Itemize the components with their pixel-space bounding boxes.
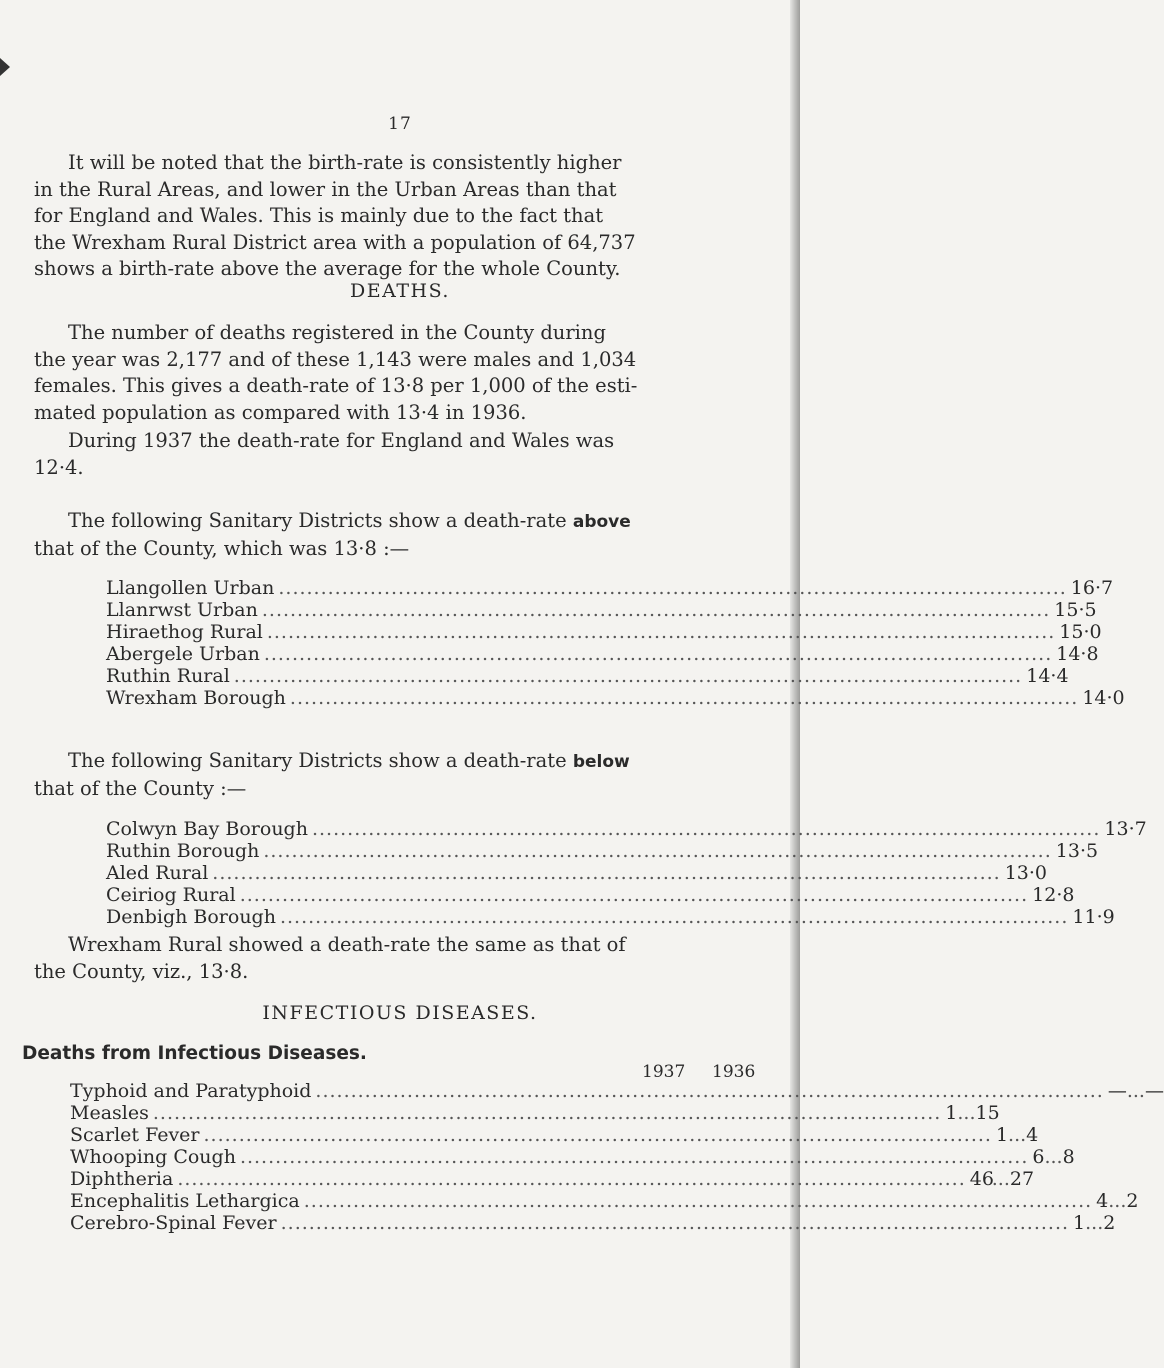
dot-leader: ................................................................................................................ xyxy=(233,665,1023,687)
separator-dots: ... xyxy=(1126,1080,1145,1102)
dot-leader: ................................................................................................................ xyxy=(239,1146,1029,1168)
birth-rate-paragraph xyxy=(34,150,754,283)
district-name: Aled Rural xyxy=(106,862,209,884)
death-rate-value: 16·7 xyxy=(1070,577,1114,599)
deaths-1937: 1 xyxy=(1073,1212,1086,1234)
deaths-1936: 8 xyxy=(1062,1146,1075,1168)
disease-name: Cerebro-Spinal Fever xyxy=(70,1212,277,1234)
para-line: The following Sanitary Districts show a death-rate xyxy=(68,749,567,772)
table-row xyxy=(70,1124,1039,1146)
para-line: in the Rural Areas, and lower in the Urban Areas than that xyxy=(34,177,617,201)
para-line: The following Sanitary Districts show a death-rate xyxy=(68,509,567,532)
para-line: mated population as compared with 13·4 in 1936. xyxy=(34,400,527,424)
disease-name: Typhoid and Paratyphoid xyxy=(70,1080,312,1102)
para-line: Wrexham Rural showed a death-rate the same as that of xyxy=(68,933,626,956)
district-name: Hiraethog Rural xyxy=(106,621,263,643)
para-line: It will be noted that the birth-rate is consistently higher xyxy=(68,151,622,174)
death-rate-value: 14·4 xyxy=(1026,665,1069,687)
list-item xyxy=(106,906,1115,928)
below-district-list xyxy=(106,818,1147,928)
list-item xyxy=(106,818,1147,840)
district-name: Ruthin Rural xyxy=(106,665,230,687)
deaths-paragraph xyxy=(34,320,754,426)
dot-leader: ................................................................................................................ xyxy=(263,840,1052,862)
death-rate-value: 13·0 xyxy=(1004,862,1048,884)
separator-dots: ... xyxy=(957,1102,976,1124)
death-rate-value: 15·5 xyxy=(1054,599,1097,621)
deaths-1937: 4 xyxy=(1096,1190,1109,1212)
district-name: Llanrwst Urban xyxy=(106,599,258,621)
infectious-diseases-heading: INFECTIOUS DISEASES. xyxy=(262,1002,538,1024)
para-line: for England and Wales. This is mainly due to the fact that xyxy=(34,204,604,227)
deaths-1937: 46 xyxy=(969,1168,994,1190)
death-rate-value: 14·8 xyxy=(1056,643,1099,665)
disease-name: Encephalitis Lethargica xyxy=(70,1190,300,1212)
dot-leader: ................................................................................................................ xyxy=(239,884,1029,906)
page-corner-mark xyxy=(0,58,10,76)
separator-dots: ... xyxy=(1044,1146,1063,1168)
district-name: Llangollen Urban xyxy=(106,577,275,599)
death-rate-value: 11·9 xyxy=(1072,906,1115,928)
page-number: 17 xyxy=(388,114,412,134)
district-name: Ruthin Borough xyxy=(106,840,260,862)
para-line: the Wrexham Rural District area with a population of 64,737 xyxy=(34,230,636,254)
district-name: Abergele Urban xyxy=(106,643,260,665)
above-keyword: above xyxy=(572,512,631,532)
deaths-1936: — xyxy=(1144,1080,1164,1102)
table-row xyxy=(70,1146,1075,1168)
para-line: shows a birth-rate above the average for the whole County. xyxy=(34,257,621,280)
para-line: the year was 2,177 and of these 1,143 were males and 1,034 xyxy=(34,347,637,371)
para-line: that of the County :— xyxy=(34,776,247,800)
dot-leader: ................................................................................................................ xyxy=(303,1190,1093,1212)
deaths-heading: DEATHS. xyxy=(350,280,450,302)
england-rate-paragraph xyxy=(34,428,754,481)
dot-leader: ................................................................................................................ xyxy=(152,1102,942,1124)
dot-leader: ................................................................................................................ xyxy=(280,1212,1070,1234)
table-row xyxy=(70,1168,1035,1190)
list-item xyxy=(106,687,1125,709)
death-rate-value: 13·5 xyxy=(1055,840,1099,862)
disease-name: Scarlet Fever xyxy=(70,1124,200,1146)
list-item xyxy=(106,621,1102,643)
district-name: Ceiriog Rural xyxy=(106,884,236,906)
death-rate-value: 15·0 xyxy=(1059,621,1102,643)
dot-leader: ................................................................................................................ xyxy=(311,818,1101,840)
dot-leader: ................................................................................................................ xyxy=(177,1168,966,1190)
deaths-1937: 1 xyxy=(945,1102,958,1124)
deaths-1937: — xyxy=(1107,1080,1127,1102)
district-name: Colwyn Bay Borough xyxy=(106,818,308,840)
infectious-deaths-table xyxy=(70,1080,1164,1234)
para-line: that of the County, which was 13·8 :— xyxy=(34,536,410,560)
deaths-1937: 6 xyxy=(1032,1146,1045,1168)
list-item xyxy=(106,643,1099,665)
deaths-1937: 1 xyxy=(995,1124,1009,1146)
wrexham-rural-paragraph xyxy=(34,932,754,985)
list-item xyxy=(106,862,1048,884)
below-keyword: below xyxy=(572,752,630,772)
dot-leader: ................................................................................................................ xyxy=(279,906,1069,928)
death-rate-value: 13·7 xyxy=(1104,818,1147,840)
para-line: During 1937 the death-rate for England and Wales was xyxy=(68,429,615,452)
column-header-1937: 1937 xyxy=(642,1062,686,1082)
list-item xyxy=(106,665,1069,687)
table-row xyxy=(70,1190,1139,1212)
para-line: The number of deaths registered in the County during xyxy=(68,321,606,344)
dot-leader: ................................................................................................................ xyxy=(212,862,1001,884)
disease-name: Measles xyxy=(70,1102,149,1124)
deaths-1936: 15 xyxy=(975,1102,1000,1124)
dot-leader: ................................................................................................................ xyxy=(289,687,1079,709)
para-line: the County, viz., 13·8. xyxy=(34,959,249,983)
list-item xyxy=(106,840,1099,862)
table-row xyxy=(70,1080,1164,1102)
dot-leader: ................................................................................................................ xyxy=(203,1124,992,1146)
para-line: 12·4. xyxy=(34,455,84,479)
dot-leader: ................................................................................................................ xyxy=(278,577,1067,599)
dot-leader: ................................................................................................................ xyxy=(266,621,1056,643)
disease-name: Diphtheria xyxy=(70,1168,174,1190)
separator-dots: ... xyxy=(991,1168,1010,1190)
separator-dots: ... xyxy=(1085,1212,1104,1234)
separator-dots: ... xyxy=(1108,1190,1127,1212)
above-intro-paragraph xyxy=(34,508,774,562)
district-name: Wrexham Borough xyxy=(106,687,286,709)
list-item xyxy=(106,577,1114,599)
dot-leader: ................................................................................................................ xyxy=(263,643,1053,665)
district-name: Denbigh Borough xyxy=(106,906,276,928)
separator-dots: ... xyxy=(1008,1124,1027,1146)
table-row xyxy=(70,1212,1116,1234)
infectious-deaths-subheading: Deaths from Infectious Diseases. xyxy=(22,1043,367,1064)
table-row xyxy=(70,1102,1000,1124)
below-intro-paragraph xyxy=(34,748,774,802)
death-rate-value: 12·8 xyxy=(1032,884,1075,906)
dot-leader: ................................................................................................................ xyxy=(315,1080,1104,1102)
above-district-list xyxy=(106,577,1125,709)
death-rate-value: 14·0 xyxy=(1082,687,1125,709)
deaths-1936: 27 xyxy=(1009,1168,1035,1190)
deaths-1936: 2 xyxy=(1103,1212,1116,1234)
deaths-1936: 2 xyxy=(1126,1190,1139,1212)
list-item xyxy=(106,884,1075,906)
para-line: females. This gives a death-rate of 13·8 per 1,000 of the esti- xyxy=(34,374,638,397)
column-header-1936: 1936 xyxy=(712,1062,756,1082)
deaths-1936: 4 xyxy=(1026,1124,1039,1146)
dot-leader: ................................................................................................................ xyxy=(261,599,1051,621)
list-item xyxy=(106,599,1097,621)
disease-name: Whooping Cough xyxy=(70,1146,236,1168)
